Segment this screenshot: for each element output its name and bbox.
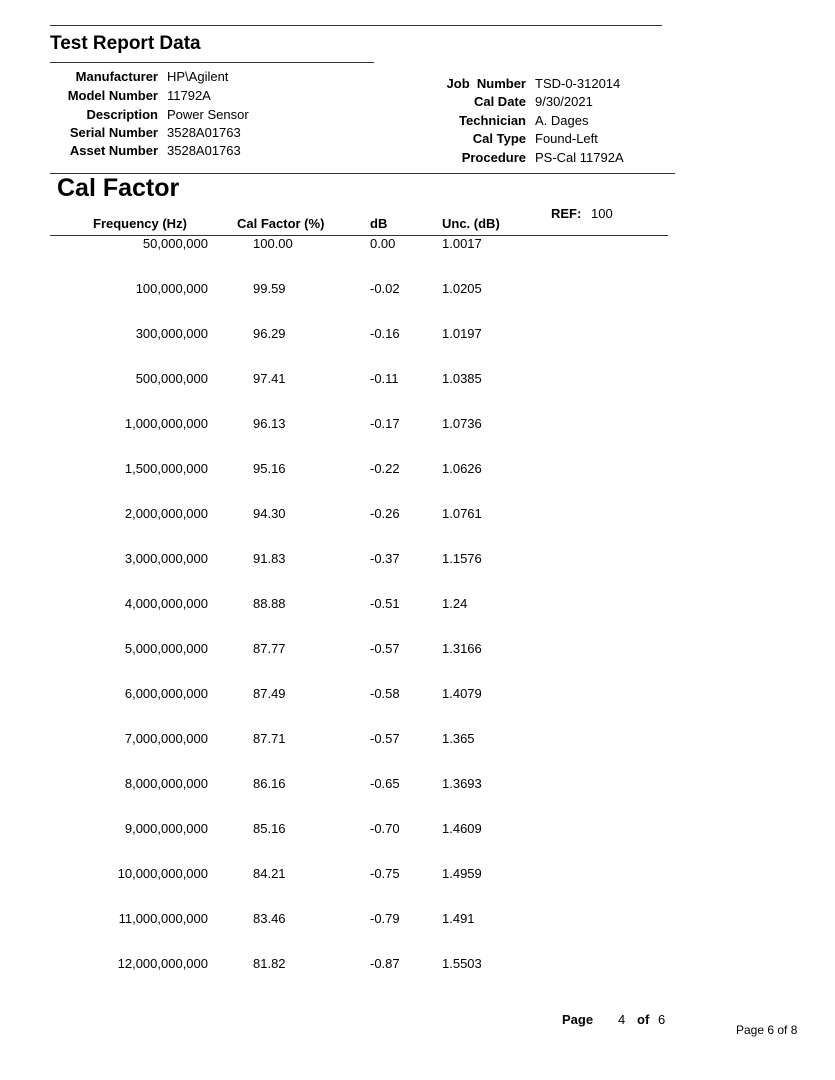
header-cal-factor: Cal Factor (%) <box>237 216 325 231</box>
table-row <box>0 596 835 616</box>
table-row <box>0 911 835 931</box>
cal-factor-cell: 87.77 <box>253 641 286 656</box>
description-value: Power Sensor <box>167 107 249 122</box>
db-cell: -0.37 <box>370 551 400 566</box>
frequency-cell: 8,000,000,000 <box>124 776 208 791</box>
frequency-cell: 500,000,000 <box>135 371 208 386</box>
cal-factor-cell: 86.16 <box>253 776 286 791</box>
cal-factor-cell: 84.21 <box>253 866 286 881</box>
table-row <box>0 776 835 796</box>
uncertainty-cell: 1.5503 <box>442 956 482 971</box>
of-label: of <box>637 1012 650 1027</box>
header-db: dB <box>370 216 388 231</box>
table-row <box>0 641 835 661</box>
cal-factor-cell: 83.46 <box>253 911 286 926</box>
db-cell: -0.02 <box>370 281 400 296</box>
title-underline <box>50 62 374 63</box>
cal-factor-cell: 91.83 <box>253 551 286 566</box>
db-cell: -0.58 <box>370 686 400 701</box>
frequency-cell: 1,500,000,000 <box>124 461 208 476</box>
db-cell: -0.17 <box>370 416 400 431</box>
frequency-cell: 7,000,000,000 <box>124 731 208 746</box>
job-number-value: TSD-0-312014 <box>535 76 621 91</box>
db-cell: 0.00 <box>370 236 396 251</box>
db-cell: -0.75 <box>370 866 400 881</box>
table-row <box>0 821 835 841</box>
procedure-value: PS-Cal 11792A <box>535 150 624 165</box>
job-number-label: Job Number <box>446 76 526 91</box>
db-cell: -0.57 <box>370 731 400 746</box>
uncertainty-cell: 1.4609 <box>442 821 482 836</box>
table-row <box>0 551 835 571</box>
table-row <box>0 326 835 346</box>
procedure-label: Procedure <box>461 150 526 165</box>
uncertainty-cell: 1.1576 <box>442 551 482 566</box>
frequency-cell: 50,000,000 <box>142 236 208 251</box>
db-cell: -0.87 <box>370 956 400 971</box>
uncertainty-cell: 1.0385 <box>442 371 482 386</box>
table-row <box>0 416 835 436</box>
page-label: Page <box>562 1012 594 1027</box>
cal-type-value: Found-Left <box>535 131 598 146</box>
frequency-cell: 3,000,000,000 <box>124 551 208 566</box>
cal-factor-cell: 100.00 <box>253 236 293 251</box>
technician-value: A. Dages <box>535 113 589 128</box>
uncertainty-cell: 1.3166 <box>442 641 482 656</box>
db-cell: -0.16 <box>370 326 400 341</box>
report-title: Test Report Data <box>50 33 201 54</box>
table-row <box>0 371 835 391</box>
model-number-value: 11792A <box>167 88 211 103</box>
db-cell: -0.70 <box>370 821 400 836</box>
table-row <box>0 866 835 886</box>
db-cell: -0.11 <box>370 371 399 386</box>
cal-date-value: 9/30/2021 <box>535 94 593 109</box>
manufacturer-label: Manufacturer <box>75 69 158 84</box>
frequency-cell: 10,000,000,000 <box>117 866 208 881</box>
cal-factor-cell: 87.71 <box>253 731 286 746</box>
uncertainty-cell: 1.4959 <box>442 866 482 881</box>
header-frequency: Frequency (Hz) <box>93 216 187 231</box>
frequency-cell: 12,000,000,000 <box>117 956 208 971</box>
cal-date-label: Cal Date <box>473 94 526 109</box>
page-total: 6 <box>658 1012 666 1027</box>
serial-number-value: 3528A01763 <box>167 125 241 140</box>
table-row <box>0 281 835 301</box>
ref-label: REF: <box>551 206 582 221</box>
table-row <box>0 506 835 526</box>
uncertainty-cell: 1.0205 <box>442 281 482 296</box>
frequency-cell: 1,000,000,000 <box>124 416 208 431</box>
asset-number-label: Asset Number <box>69 143 158 158</box>
uncertainty-cell: 1.0017 <box>442 236 482 251</box>
uncertainty-cell: 1.0736 <box>442 416 482 431</box>
cal-factor-cell: 87.49 <box>253 686 286 701</box>
uncertainty-cell: 1.4079 <box>442 686 482 701</box>
page-number: 4 <box>618 1012 626 1027</box>
model-number-label: Model Number <box>67 88 158 103</box>
frequency-cell: 2,000,000,000 <box>124 506 208 521</box>
header-uncertainty: Unc. (dB) <box>442 216 500 231</box>
cal-factor-cell: 88.88 <box>253 596 286 611</box>
cal-type-label: Cal Type <box>472 131 526 146</box>
uncertainty-cell: 1.0626 <box>442 461 482 476</box>
description-label: Description <box>86 107 158 122</box>
db-cell: -0.57 <box>370 641 400 656</box>
db-cell: -0.51 <box>370 596 400 611</box>
cal-factor-cell: 94.30 <box>253 506 286 521</box>
manufacturer-value: HP\Agilent <box>167 69 229 84</box>
uncertainty-cell: 1.3693 <box>442 776 482 791</box>
asset-number-value: 3528A01763 <box>167 143 241 158</box>
table-row <box>0 236 835 256</box>
table-row <box>0 956 835 976</box>
uncertainty-cell: 1.491 <box>442 911 475 926</box>
uncertainty-cell: 1.0761 <box>442 506 482 521</box>
table-row <box>0 461 835 481</box>
frequency-cell: 11,000,000,000 <box>118 911 208 926</box>
uncertainty-cell: 1.24 <box>442 596 468 611</box>
cal-factor-cell: 99.59 <box>253 281 286 296</box>
frequency-cell: 100,000,000 <box>135 281 208 296</box>
frequency-cell: 300,000,000 <box>135 326 208 341</box>
cal-factor-cell: 97.41 <box>253 371 286 386</box>
cal-factor-cell: 96.13 <box>253 416 286 431</box>
db-cell: -0.26 <box>370 506 400 521</box>
cal-factor-cell: 81.82 <box>253 956 286 971</box>
ref-value: 100 <box>591 206 613 221</box>
cal-factor-cell: 85.16 <box>253 821 286 836</box>
sheet-page-label: Page 6 of 8 <box>736 1023 798 1037</box>
db-cell: -0.65 <box>370 776 400 791</box>
frequency-cell: 6,000,000,000 <box>124 686 208 701</box>
frequency-cell: 9,000,000,000 <box>124 821 208 836</box>
frequency-cell: 5,000,000,000 <box>124 641 208 656</box>
technician-label: Technician <box>459 113 526 128</box>
cal-factor-cell: 95.16 <box>253 461 286 476</box>
uncertainty-cell: 1.0197 <box>442 326 482 341</box>
top-rule <box>50 25 662 26</box>
uncertainty-cell: 1.365 <box>442 731 475 746</box>
cal-factor-cell: 96.29 <box>253 326 286 341</box>
serial-number-label: Serial Number <box>69 125 158 140</box>
db-cell: -0.79 <box>370 911 400 926</box>
frequency-cell: 4,000,000,000 <box>124 596 208 611</box>
table-row <box>0 731 835 751</box>
db-cell: -0.22 <box>370 461 400 476</box>
table-row <box>0 686 835 706</box>
section-title: Cal Factor <box>57 174 180 202</box>
